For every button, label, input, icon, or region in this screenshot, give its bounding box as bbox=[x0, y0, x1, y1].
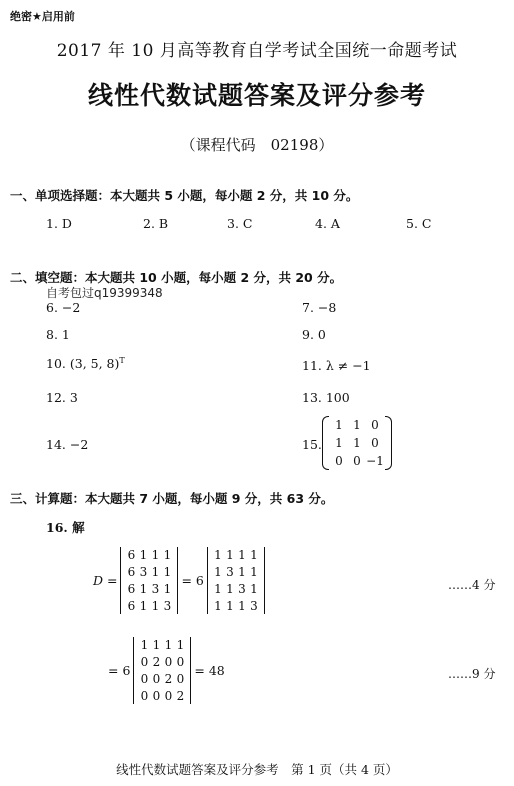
equals-six: = 6 bbox=[181, 573, 204, 588]
answer-11: 11. λ ≠ −1 bbox=[302, 358, 371, 373]
matrix-cell: 1 bbox=[139, 548, 148, 562]
matrix-cell: 1 bbox=[226, 599, 234, 613]
matrix-cell: 2 bbox=[176, 689, 185, 703]
answer-7: 7. −8 bbox=[302, 300, 337, 315]
matrix-cell: 0 bbox=[152, 689, 161, 703]
matrix-cell: 0 bbox=[152, 672, 161, 686]
answer-15-matrix bbox=[322, 414, 392, 470]
answer-3: 3. C bbox=[227, 216, 253, 231]
matrix-cell: 1 bbox=[163, 565, 172, 579]
matrix-cell: 6 bbox=[127, 565, 136, 579]
matrix-cell: 0 bbox=[371, 418, 379, 432]
matrix-cell: 3 bbox=[163, 599, 172, 613]
matrix-cell: 0 bbox=[335, 454, 343, 468]
answer-9: 9. 0 bbox=[302, 327, 326, 342]
matrix-cell: 3 bbox=[151, 582, 160, 596]
answer-8: 8. 1 bbox=[46, 327, 70, 342]
matrix-cell: 3 bbox=[139, 565, 148, 579]
score-9: ……9 分 bbox=[448, 667, 496, 681]
matrix-cell: −1 bbox=[366, 454, 384, 468]
matrix-cell: 1 bbox=[226, 582, 234, 596]
matrix-cell: 1 bbox=[335, 436, 343, 450]
matrix-cell: 0 bbox=[164, 655, 173, 669]
matrix-cell: 1 bbox=[139, 599, 148, 613]
answer-10-vector: (3, 5, 8) bbox=[69, 356, 120, 372]
determinant-1 bbox=[120, 547, 178, 614]
matrix-cell: 1 bbox=[176, 638, 185, 652]
matrix-cell: 3 bbox=[238, 582, 246, 596]
determinant-3 bbox=[133, 637, 191, 704]
matrix-cell: 0 bbox=[353, 454, 361, 468]
watermark-text: 自考包过q19399348 bbox=[46, 286, 163, 300]
answer-10 bbox=[46, 356, 125, 371]
matrix-cell: 1 bbox=[238, 565, 246, 579]
d-label: D = bbox=[93, 573, 118, 588]
matrix-cell: 0 bbox=[140, 655, 149, 669]
determinant-2 bbox=[207, 547, 265, 614]
result-48: = 48 bbox=[194, 663, 225, 678]
matrix-cell: 1 bbox=[250, 565, 258, 579]
matrix-cell: 0 bbox=[176, 672, 185, 686]
determinant-row-2 bbox=[108, 637, 225, 704]
section1-heading: 一、单项选择题：本大题共 5 小题，每小题 2 分，共 10 分。 bbox=[10, 188, 359, 203]
matrix-bracket bbox=[322, 416, 392, 470]
course-code: （课程代码 02198） bbox=[180, 136, 334, 154]
matrix-cell: 1 bbox=[214, 582, 222, 596]
matrix-cell: 1 bbox=[164, 638, 173, 652]
matrix-cell: 1 bbox=[226, 548, 234, 562]
matrix-cell: 2 bbox=[164, 672, 173, 686]
matrix-cell: 0 bbox=[164, 689, 173, 703]
matrix-cell: 1 bbox=[250, 548, 258, 562]
matrix-cell: 6 bbox=[127, 548, 136, 562]
answer-4: 4. A bbox=[315, 216, 340, 231]
question-16-label: 16. 解 bbox=[46, 520, 85, 535]
matrix-cell: 0 bbox=[140, 689, 149, 703]
matrix-cell: 1 bbox=[353, 436, 361, 450]
matrix-cell: 1 bbox=[214, 565, 222, 579]
answer-15-label: 15. bbox=[302, 437, 322, 452]
matrix-cell: 1 bbox=[238, 548, 246, 562]
matrix-cell: 1 bbox=[214, 599, 222, 613]
answer-1: 1. D bbox=[46, 216, 72, 231]
matrix-cell: 1 bbox=[238, 599, 246, 613]
main-title: 线性代数试题答案及评分参考 bbox=[87, 81, 426, 110]
answer-5: 5. C bbox=[406, 216, 432, 231]
determinant-row-1 bbox=[93, 547, 265, 614]
matrix-cell: 1 bbox=[163, 548, 172, 562]
matrix-cell: 1 bbox=[152, 638, 161, 652]
score-4: ……4 分 bbox=[448, 578, 496, 592]
matrix-cell: 2 bbox=[152, 655, 161, 669]
matrix-cell: 6 bbox=[127, 582, 136, 596]
matrix-cell: 1 bbox=[250, 582, 258, 596]
answer-12: 12. 3 bbox=[46, 390, 78, 405]
matrix-cell: 3 bbox=[226, 565, 234, 579]
matrix-cell: 1 bbox=[139, 582, 148, 596]
matrix-cell: 0 bbox=[176, 655, 185, 669]
matrix-cell: 1 bbox=[353, 418, 361, 432]
page-footer: 线性代数试题答案及评分参考 第 1 页（共 4 页） bbox=[116, 762, 398, 777]
answer-6: 6. −2 bbox=[46, 300, 81, 315]
answer-10-label: 10. bbox=[46, 356, 70, 372]
transpose-sup: T bbox=[119, 356, 125, 365]
section2-heading: 二、填空题：本大题共 10 小题，每小题 2 分，共 20 分。 bbox=[10, 270, 343, 285]
matrix-cell: 1 bbox=[151, 599, 160, 613]
matrix-cell: 0 bbox=[371, 436, 379, 450]
matrix-cell: 1 bbox=[335, 418, 343, 432]
matrix-cell: 1 bbox=[151, 565, 160, 579]
matrix-cell: 3 bbox=[250, 599, 258, 613]
section3-heading: 三、计算题：本大题共 7 小题，每小题 9 分，共 63 分。 bbox=[10, 491, 334, 506]
matrix-cell: 6 bbox=[127, 599, 136, 613]
answer-2: 2. B bbox=[143, 216, 169, 231]
matrix-cell: 1 bbox=[163, 582, 172, 596]
exam-title: 2017 年 10 月高等教育自学考试全国统一命题考试 bbox=[56, 41, 458, 61]
matrix-cell: 1 bbox=[214, 548, 222, 562]
answer-14: 14. −2 bbox=[46, 437, 89, 452]
prefix-six: = 6 bbox=[108, 663, 131, 678]
secret-label: 绝密★启用前 bbox=[10, 10, 75, 23]
matrix-cell: 1 bbox=[151, 548, 160, 562]
matrix-cell: 1 bbox=[140, 638, 149, 652]
matrix-cell: 0 bbox=[140, 672, 149, 686]
answer-13: 13. 100 bbox=[302, 390, 350, 405]
